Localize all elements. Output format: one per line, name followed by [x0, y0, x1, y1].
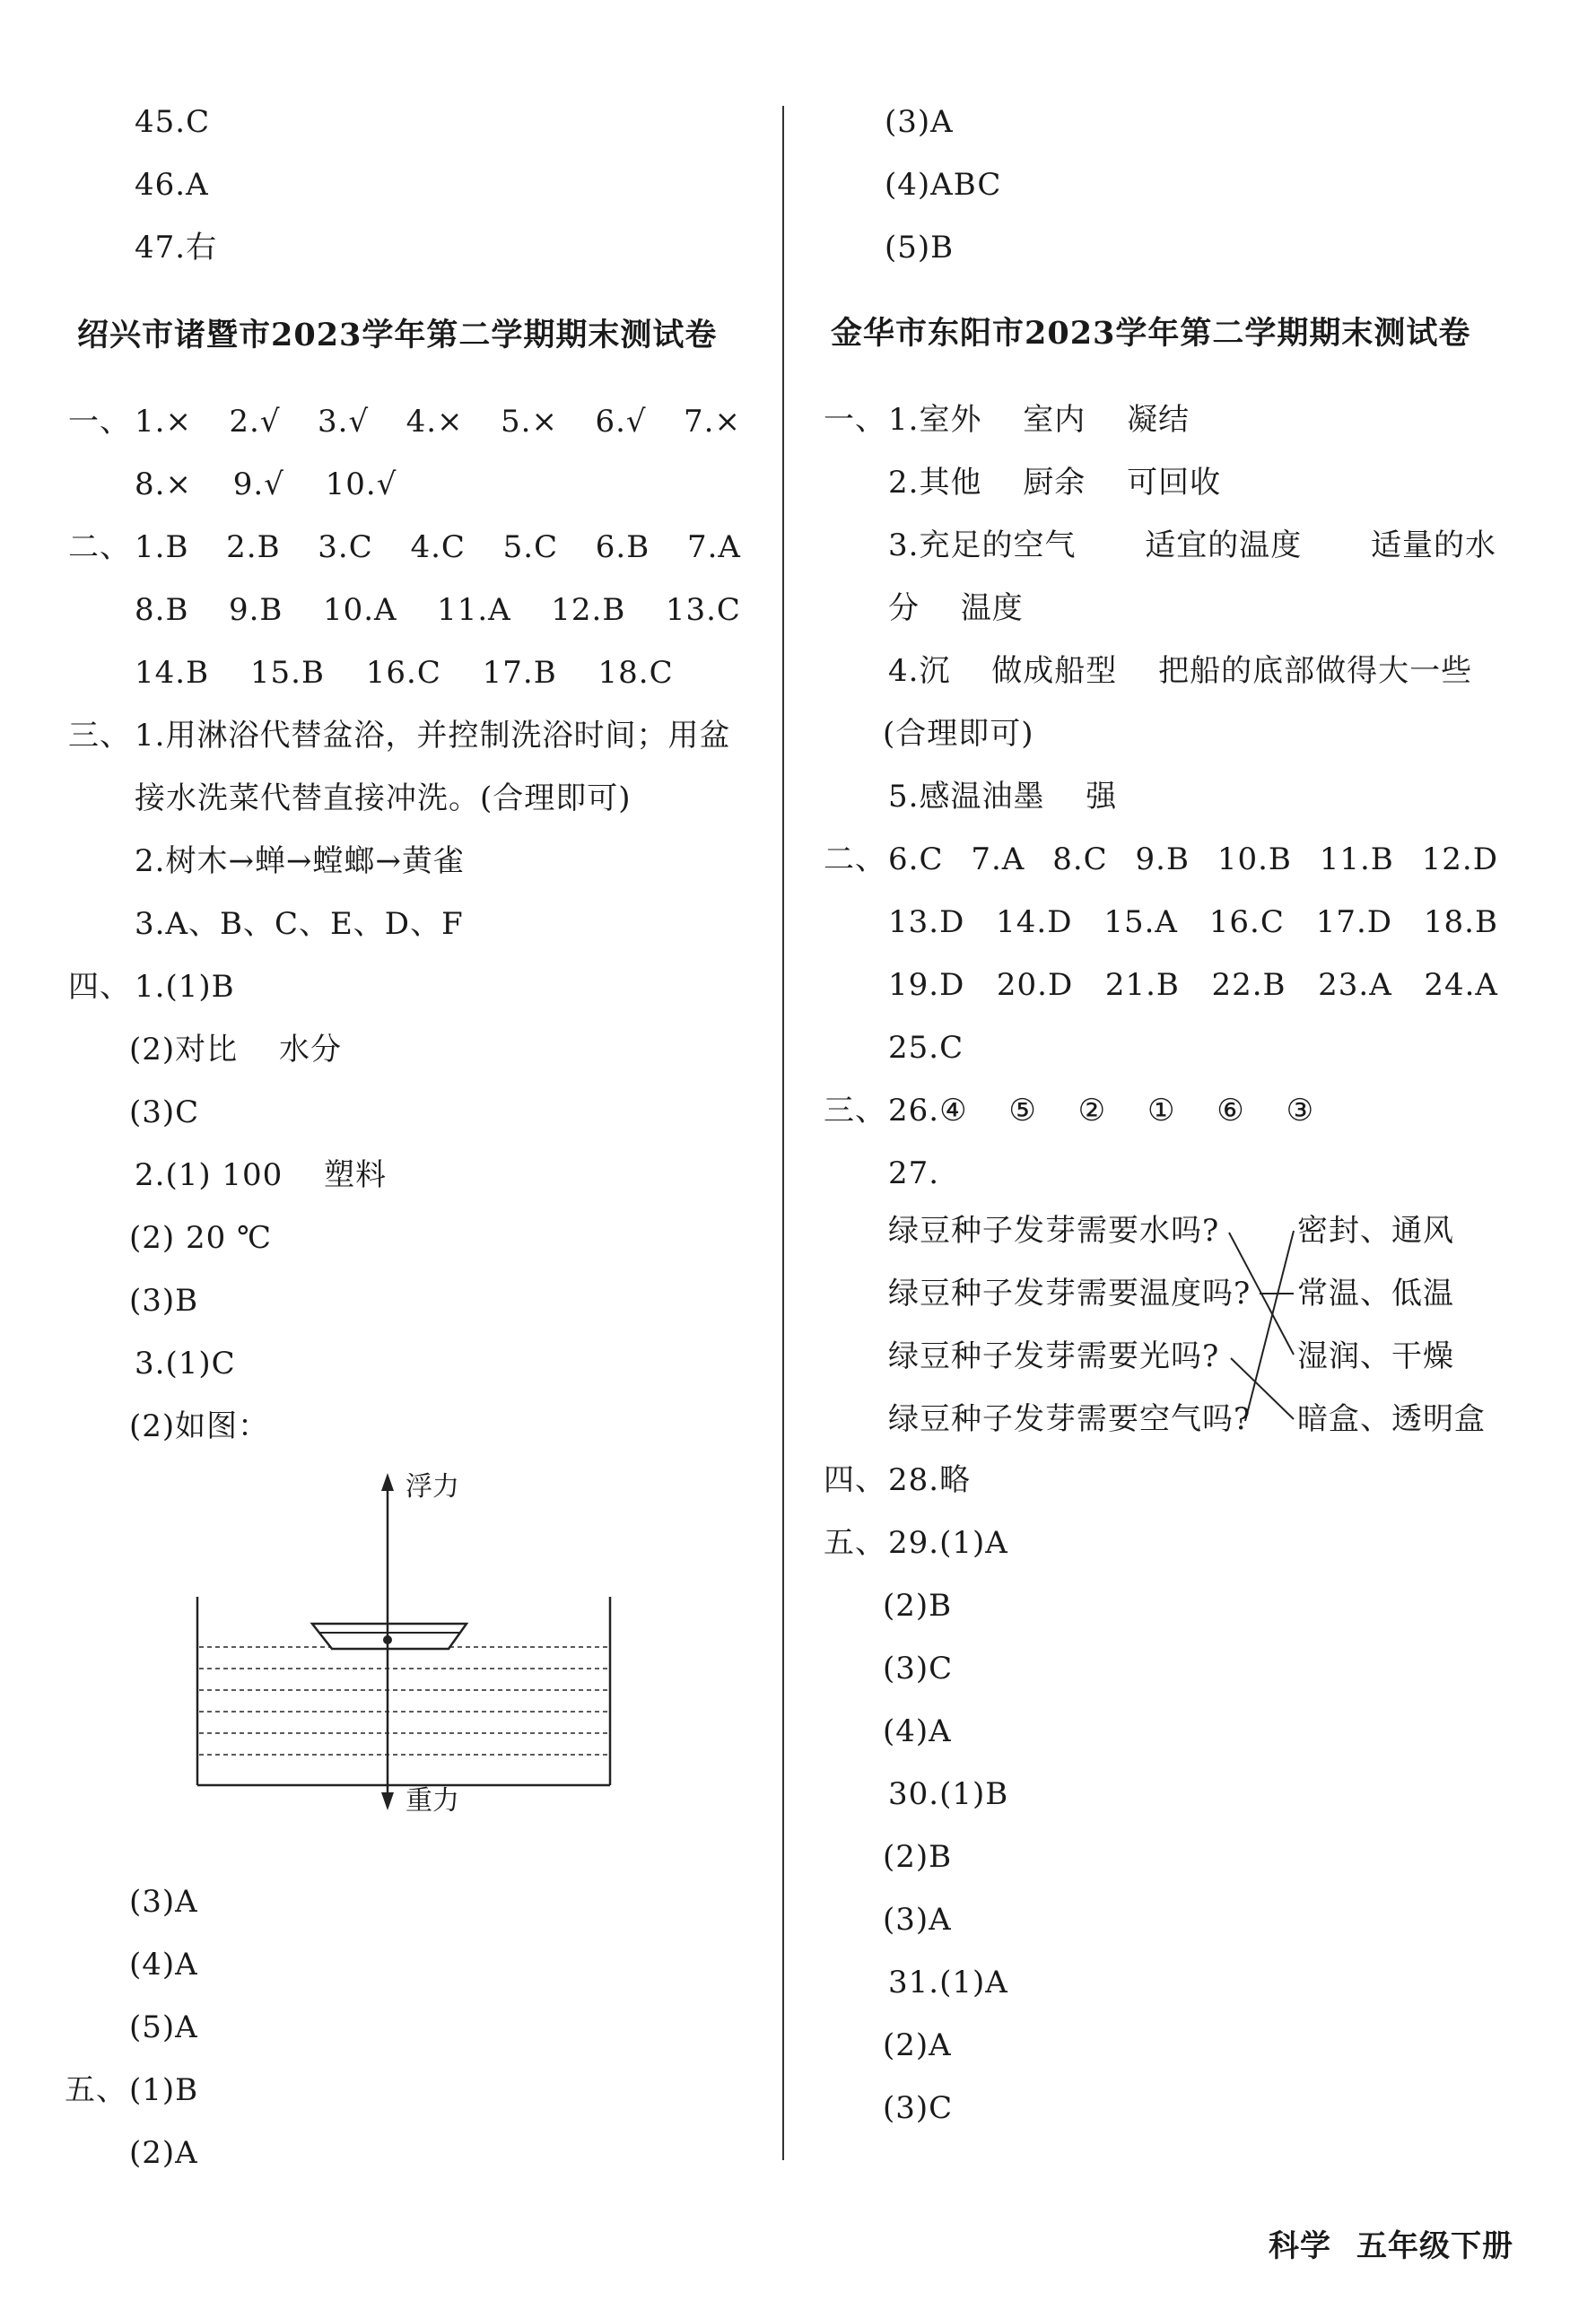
- answer-text: 2.树木→蝉→螳螂→黄雀: [135, 843, 465, 879]
- answer-item: 9.B: [1135, 841, 1190, 877]
- answer-item: 6.√: [595, 404, 647, 440]
- answer-text: (3)C: [129, 1094, 200, 1130]
- footer-subject: 科学: [1269, 2228, 1331, 2264]
- answer-item: 分: [888, 590, 920, 626]
- answer-text: (2)B: [883, 1839, 953, 1875]
- answer-item: 2.B: [226, 529, 281, 565]
- answer-item: 17.B: [482, 655, 557, 691]
- answer-item: ①: [1147, 1093, 1176, 1129]
- section-number: 五、: [65, 2072, 127, 2108]
- answer-item: 6.B: [595, 529, 650, 565]
- answer-item: 凝结: [1127, 402, 1190, 438]
- answer-item: ②: [1077, 1093, 1107, 1129]
- answer-item: 2.(1) 100: [135, 1157, 283, 1193]
- answer-item: 14.B: [135, 655, 210, 691]
- answer-item: 18.B: [1423, 904, 1498, 940]
- answer-item: 8.C: [1052, 841, 1108, 877]
- answer-line: 46.A: [135, 167, 209, 203]
- answer-text: 29.(1)A: [888, 1525, 1008, 1561]
- answer-item: 5.C: [502, 529, 559, 565]
- answer-text: 30.(1)B: [888, 1776, 1009, 1812]
- answer-item: 7.A: [971, 841, 1025, 877]
- answer-item: 18.C: [597, 655, 674, 691]
- match-answer: 暗盒、透明盒: [1297, 1401, 1486, 1437]
- answer-text: (合理即可): [883, 716, 1034, 752]
- answer-item: 1.×: [135, 404, 192, 440]
- answer-item: 16.C: [1208, 904, 1285, 940]
- answer-item: 15.B: [249, 655, 325, 691]
- answer-text: (3)A: [883, 1902, 952, 1938]
- match-answer: 密封、通风: [1297, 1213, 1454, 1249]
- answer-line: 45.C: [135, 104, 211, 140]
- answer-text: [888, 779, 1117, 815]
- answer-item: 26.④: [888, 1093, 968, 1129]
- footer-grade: 五年级下册: [1356, 2228, 1513, 2264]
- page-footer: [1269, 2221, 1513, 2265]
- match-answer: 湿润、干燥: [1297, 1338, 1454, 1374]
- answer-text: (2) 20 ℃: [129, 1220, 273, 1256]
- answer-text: (3)C: [883, 2090, 954, 2126]
- center-point: [383, 1635, 392, 1644]
- answer-item: 23.A: [1318, 967, 1392, 1003]
- answer-text: [888, 590, 1024, 626]
- answer-text: (3)A: [129, 1884, 198, 1920]
- answer-text: [888, 653, 1472, 689]
- answer-text: (2)B: [883, 1588, 953, 1624]
- answer-item: 做成船型: [991, 653, 1118, 689]
- answer-text: [129, 1032, 342, 1068]
- answer-row: [888, 904, 1498, 940]
- answer-item: 适量的水: [1370, 527, 1496, 563]
- answer-item: 11.A: [437, 592, 511, 628]
- answer-item: 2.√: [229, 404, 281, 440]
- match-question: 绿豆种子发芽需要水吗?: [888, 1213, 1220, 1249]
- answer-item: 11.B: [1319, 841, 1394, 877]
- answer-text: [135, 1157, 387, 1193]
- answer-item: 7.×: [684, 404, 741, 440]
- match-question: 绿豆种子发芽需要空气吗?: [888, 1401, 1252, 1437]
- answer-text: (3)B: [129, 1283, 199, 1319]
- section-title-dongyang: 金华市东阳市2023学年第二学期期末测试卷: [831, 315, 1471, 352]
- section-number: 一、: [68, 404, 131, 440]
- answer-line: (4)ABC: [885, 167, 1002, 203]
- answer-text: 27.: [888, 1155, 940, 1191]
- answer-text: 28.略: [888, 1462, 972, 1498]
- answer-item: 14.D: [996, 904, 1073, 940]
- answer-row: [135, 404, 741, 440]
- answer-text: (5)A: [129, 2009, 198, 2045]
- answer-item: 1.B: [135, 529, 189, 565]
- answer-line: 47.右: [135, 230, 218, 266]
- answer-row: [135, 655, 674, 691]
- answer-item: 12.B: [551, 592, 626, 628]
- answer-text: (4)A: [129, 1947, 198, 1983]
- answer-text: [888, 402, 1190, 438]
- answer-item: 10.A: [322, 592, 397, 628]
- match-answer: 常温、低温: [1297, 1276, 1454, 1312]
- answer-item: 10.B: [1217, 841, 1292, 877]
- answer-item: 13.D: [888, 904, 965, 940]
- answer-text: (2)A: [883, 2027, 952, 2063]
- answer-item: 3.充足的空气: [888, 527, 1077, 563]
- section-number: 一、: [824, 402, 886, 438]
- answer-item: 20.D: [996, 967, 1074, 1003]
- answer-text: [888, 465, 1221, 501]
- buoyancy-label: 浮力: [406, 1471, 459, 1503]
- answer-item: 8.×: [135, 466, 192, 502]
- answer-item: 8.B: [135, 592, 189, 628]
- answer-text: 接水洗菜代替直接冲洗。(合理即可): [135, 780, 632, 816]
- answer-text: (3)C: [883, 1651, 954, 1687]
- answer-row: [888, 967, 1498, 1003]
- answer-item: ③: [1286, 1093, 1315, 1129]
- answer-row: [135, 529, 741, 565]
- answer-item: 24.A: [1424, 967, 1498, 1003]
- match-question: 绿豆种子发芽需要光吗?: [888, 1338, 1220, 1374]
- answer-item: 7.A: [686, 529, 741, 565]
- answer-item: 4.C: [410, 529, 466, 565]
- answer-item: 4.沉: [888, 653, 951, 689]
- answer-text: (2)A: [129, 2135, 198, 2171]
- gravity-arrowhead: [381, 1792, 394, 1810]
- gravity-label: 重力: [406, 1785, 459, 1817]
- section-number: 四、: [824, 1462, 886, 1498]
- section-number: 三、: [824, 1093, 886, 1129]
- answer-item: 5.感温油墨: [888, 779, 1045, 815]
- section-number: 五、: [824, 1525, 886, 1561]
- answer-item: 6.C: [888, 841, 944, 877]
- answer-text: 3.A、B、C、E、D、F: [135, 906, 464, 942]
- answer-text: [888, 527, 1496, 563]
- answer-text: (1)B: [129, 2072, 199, 2108]
- buoyancy-diagram: [179, 1471, 628, 1830]
- section-title-zhuji: 绍兴市诸暨市2023学年第二学期期末测试卷: [77, 317, 718, 353]
- answer-item: 适宜的温度: [1145, 527, 1303, 563]
- answer-text: 31.(1)A: [888, 1965, 1008, 2000]
- answer-line: (5)B: [885, 230, 955, 266]
- answer-item: 19.D: [888, 967, 965, 1003]
- answer-item: (2)对比: [129, 1032, 239, 1068]
- match-question: 绿豆种子发芽需要温度吗?: [888, 1276, 1252, 1312]
- answer-item: 21.B: [1104, 967, 1180, 1003]
- answer-row: [888, 841, 1498, 877]
- matching-exercise: [888, 1213, 1516, 1442]
- answer-item: 13.C: [665, 592, 741, 628]
- answer-item: 温度: [960, 590, 1024, 626]
- section-number: 二、: [824, 841, 886, 877]
- answer-item: 5.×: [501, 404, 558, 440]
- answer-text: 25.C: [888, 1030, 964, 1066]
- section-number: 四、: [68, 969, 131, 1005]
- answer-item: 9.√: [232, 466, 284, 502]
- answer-text: [888, 1093, 1314, 1129]
- answer-row: [135, 592, 741, 628]
- answer-line: (3)A: [885, 104, 954, 140]
- answer-item: 2.其他: [888, 465, 982, 501]
- answer-item: ⑥: [1217, 1093, 1245, 1129]
- answer-item: 4.×: [406, 404, 464, 440]
- answer-text: (2)如图：: [129, 1408, 270, 1444]
- answer-item: 10.√: [325, 466, 397, 502]
- answer-item: 水分: [278, 1032, 342, 1068]
- answer-text: (4)A: [883, 1713, 952, 1749]
- answer-item: 把船的底部做得大一些: [1158, 653, 1473, 689]
- answer-item: 15.A: [1103, 904, 1178, 940]
- answer-row: [135, 466, 397, 502]
- section-number: 三、: [68, 718, 131, 754]
- answer-text: 1.用淋浴代替盆浴，并控制洗浴时间；用盆: [135, 718, 731, 754]
- answer-item: 厨余: [1023, 465, 1086, 501]
- buoyancy-arrowhead: [381, 1473, 394, 1491]
- answer-item: ⑤: [1008, 1093, 1037, 1129]
- answer-item: 16.C: [365, 655, 441, 691]
- answer-item: 可回收: [1127, 465, 1222, 501]
- section-number: 二、: [68, 529, 131, 565]
- answer-item: 3.√: [318, 404, 370, 440]
- answer-item: 12.D: [1421, 841, 1498, 877]
- answer-item: 室内: [1023, 402, 1086, 438]
- answer-text: 1.(1)B: [135, 969, 235, 1005]
- answer-text: 3.(1)C: [135, 1346, 236, 1381]
- answer-item: 22.B: [1211, 967, 1286, 1003]
- buoyancy-figure: [179, 1471, 628, 1830]
- column-divider: [782, 106, 784, 2160]
- answer-item: 塑料: [324, 1157, 388, 1193]
- answer-item: 3.C: [318, 529, 373, 565]
- answer-item: 17.D: [1315, 904, 1393, 940]
- answer-item: 9.B: [228, 592, 283, 628]
- answer-item: 强: [1086, 779, 1118, 815]
- answer-item: 1.室外: [888, 402, 982, 438]
